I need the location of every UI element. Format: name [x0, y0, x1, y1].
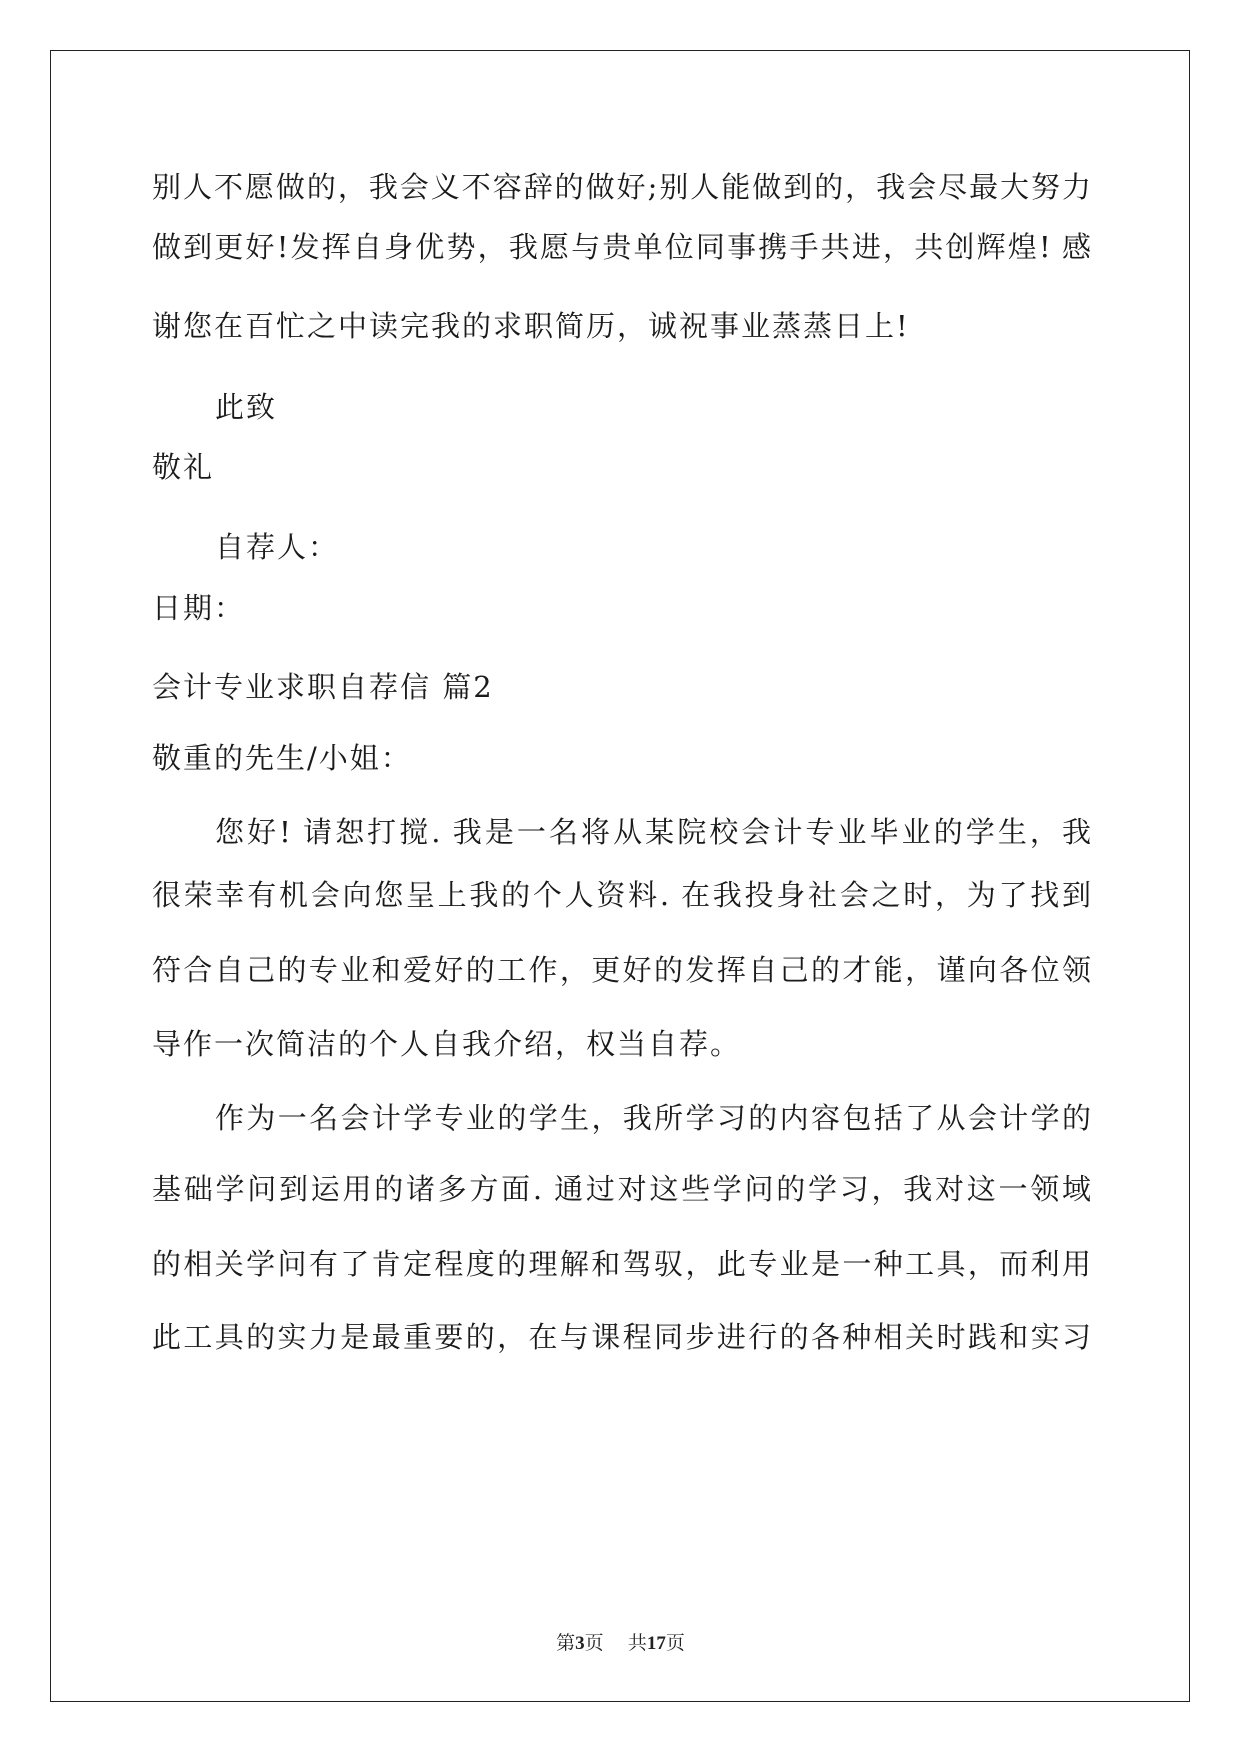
body-line: 基础学问到运用的诸多方面. 通过对这些学问的学习，我对这一领域	[152, 1172, 1091, 1206]
signature-label: 自荐人：	[215, 530, 340, 564]
section-heading: 会计专业求职自荐信 篇2	[152, 670, 494, 704]
total-unit: 页	[665, 1632, 685, 1654]
total-pages: 17	[646, 1633, 666, 1654]
closing-phrase: 此致	[215, 390, 278, 424]
body-line: 的相关学问有了肯定程度的理解和驾驭，此专业是一种工具，而利用	[152, 1247, 1091, 1281]
body-line: 作为一名会计学专业的学生，我所学习的内容包括了从会计学的	[215, 1101, 1091, 1135]
page-number: 3	[575, 1633, 585, 1654]
body-line: 符合自己的专业和爱好的工作，更好的发挥自己的才能，谨向各位领	[152, 953, 1091, 987]
page-unit: 页	[584, 1632, 604, 1654]
page-prefix: 第	[556, 1632, 576, 1654]
body-line: 导作一次简洁的个人自我介绍，权当自荐。	[152, 1027, 742, 1061]
date-label: 日期：	[152, 591, 246, 625]
body-line: 您好! 请恕打搅. 我是一名将从某院校会计专业毕业的学生，我	[215, 815, 1091, 849]
body-line: 此工具的实力是最重要的，在与课程同步进行的各种相关时践和实习	[152, 1320, 1091, 1354]
body-line: 很荣幸有机会向您呈上我的个人资料. 在我投身社会之时，为了找到	[152, 878, 1091, 912]
body-line: 做到更好!发挥自身优势，我愿与贵单位同事携手共进，共创辉煌! 感	[152, 230, 1091, 264]
body-line: 别人不愿做的，我会义不容辞的做好;别人能做到的，我会尽最大努力	[152, 170, 1091, 204]
page-footer	[0, 1631, 1241, 1656]
total-prefix: 共	[627, 1632, 647, 1654]
salutation-closing: 敬礼	[152, 450, 215, 484]
greeting: 敬重的先生/小姐：	[152, 741, 412, 775]
body-line: 谢您在百忙之中读完我的求职简历，诚祝事业蒸蒸日上!	[152, 309, 910, 343]
